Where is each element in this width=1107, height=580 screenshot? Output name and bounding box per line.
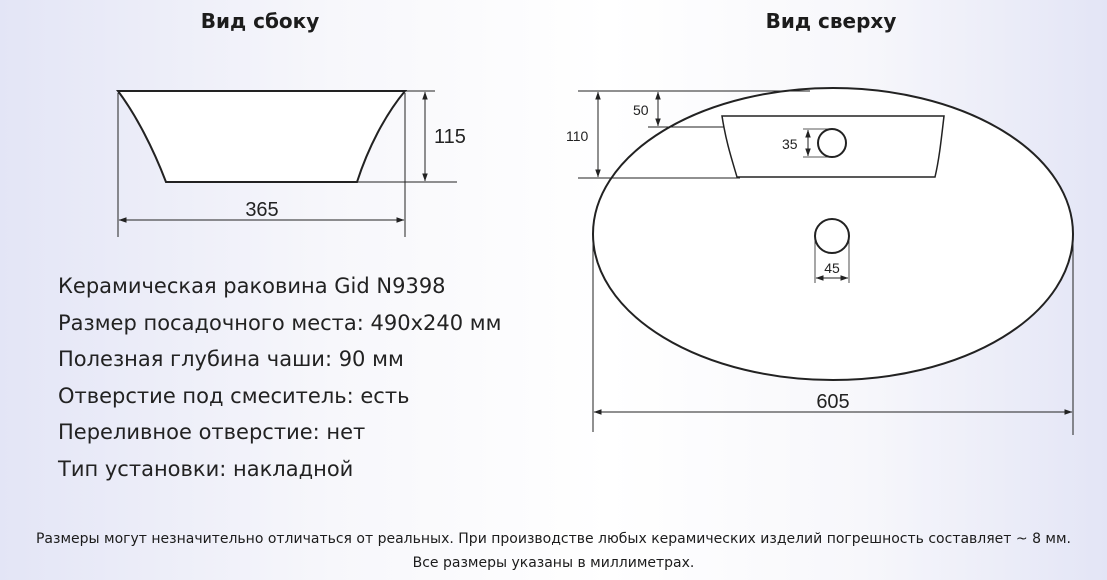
side-view-title: Вид сбоку bbox=[200, 9, 320, 33]
drain-hole bbox=[815, 219, 849, 253]
side-height-label: 115 bbox=[434, 126, 466, 148]
basin-side-profile bbox=[118, 91, 405, 182]
tolerance-note: Размеры могут незначительно отличаться от реальных. При производстве любых керамических изделий погрешность составляет ~ 8 мм. bbox=[35, 531, 1072, 547]
top-length-label: 605 bbox=[816, 391, 850, 413]
deck-depth-label: 110 bbox=[566, 128, 589, 144]
top-view-title: Вид сверху bbox=[765, 9, 897, 33]
deck-offset-label: 50 bbox=[633, 102, 649, 118]
spec-bowl-depth: Полезная глубина чаши: 90 мм bbox=[58, 347, 404, 371]
spec-list bbox=[58, 268, 501, 487]
side-view bbox=[118, 91, 457, 237]
drain-hole-label: 45 bbox=[824, 260, 840, 276]
tap-hole-label: 35 bbox=[782, 136, 798, 152]
units-note: Все размеры указаны в миллиметрах. bbox=[412, 555, 695, 571]
tap-hole bbox=[818, 129, 846, 157]
spec-mounting-size: Размер посадочного места: 490х240 мм bbox=[58, 310, 502, 335]
spec-installation-type: Тип установки: накладной bbox=[58, 456, 354, 481]
spec-tap-hole: Отверстие под смеситель: есть bbox=[58, 383, 410, 408]
spec-model: Керамическая раковина Gid N9398 bbox=[58, 274, 446, 298]
spec-overflow: Переливное отверстие: нет bbox=[58, 420, 366, 444]
side-width-label: 365 bbox=[245, 199, 279, 221]
